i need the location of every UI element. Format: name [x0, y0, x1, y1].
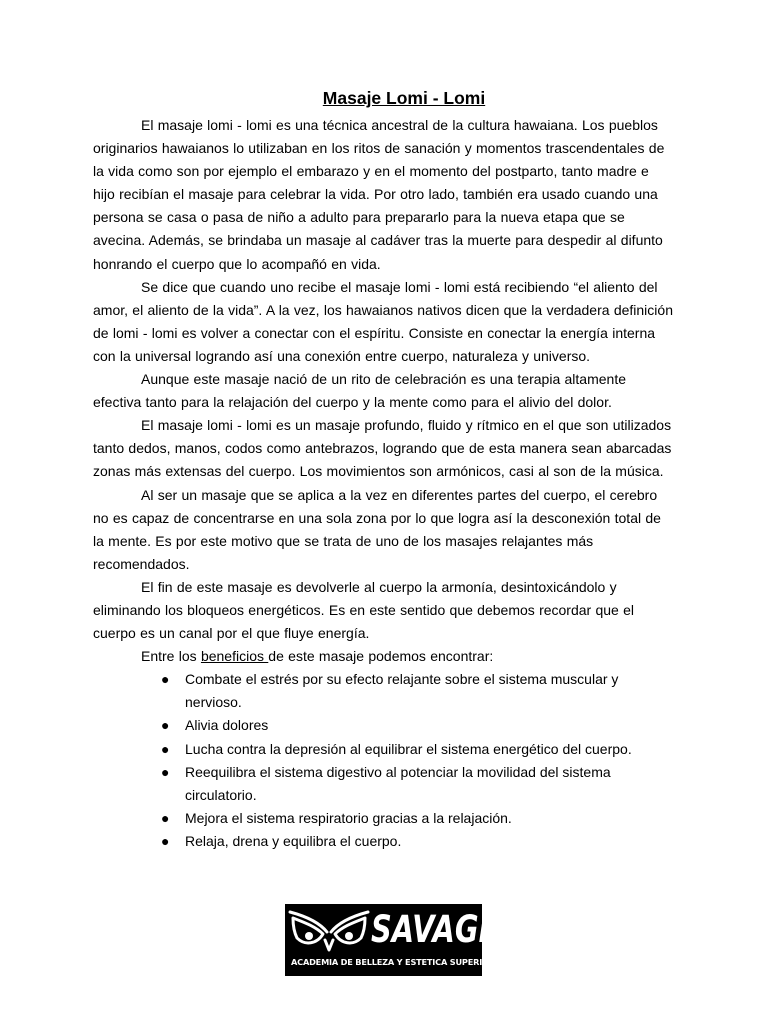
paragraph-5: Al ser un masaje que se aplica a la vez en diferentes partes del cuerpo, el cerebro no es capaz de concentrarse en una sola zona por lo que logra así la desconexión total de la mente. Es por este motivo que se trata de uno de los masajes relajantes más recomendados.	[93, 486, 661, 572]
benefits-intro-after: de este masaje podemos encontrar:	[268, 648, 494, 665]
list-item-text: Alivia dolores	[185, 717, 269, 734]
bullet-icon: ●	[161, 671, 170, 688]
paragraph-1: El masaje lomi - lomi es una técnica ancestral de la cultura hawaiana. Los pueblos originarios hawaianos lo utilizaban en los ritos de sanación y momentos trascendentales de la vida como son por ejemplo el embarazo y en el momento del postparto, tanto madre e hijo recibían el masaje para celebrar la vida. Por otro lado, también era usado cuando una persona se casa o pasa de niño a adulto para prepararlo para la nueva etapa que se avecina. Además, se brindaba un masaje al cadáver tras la muerte para despedir al difunto honrando el cuerpo que lo acompañó en vida.	[93, 117, 665, 272]
document-page	[93, 86, 673, 853]
paragraph-2: Se dice que cuando uno recibe el masaje lomi - lomi está recibiendo “el aliento del amor, el aliento de la vida”. A la vez, los hawaianos nativos dicen que la verdadera definición de lomi - lomi es volver a conectar con el espíritu. Consiste en conectar la energía interna con la universal logrando así una conexión entre cuerpo, naturaleza y universo.	[93, 278, 673, 364]
bullet-icon: ●	[161, 763, 170, 780]
benefits-intro-before: Entre los	[141, 648, 201, 665]
paragraph-3: Aunque este masaje nació de un rito de celebración es una terapia altamente efectiva tanto para la relajación del cuerpo y la mente como para el alivio del dolor.	[93, 371, 627, 411]
logo-tagline: ACADEMIA DE BELLEZA Y ESTETICA SUPERIOR	[291, 957, 495, 967]
list-item	[161, 830, 665, 853]
list-item	[161, 807, 665, 830]
benefits-link[interactable]: beneficios	[200, 648, 269, 665]
list-item-text: Reequilibra el sistema digestivo al potenciar la movilidad del sistema circulatorio.	[185, 763, 611, 803]
document-title: Masaje Lomi - Lomi	[322, 88, 486, 108]
list-item	[161, 668, 665, 714]
list-item-text: Relaja, drena y equilibra el cuerpo.	[185, 832, 402, 849]
benefits-list	[93, 668, 673, 853]
list-item	[161, 738, 665, 761]
list-item	[161, 714, 665, 737]
list-item-text: Lucha contra la depresión al equilibrar el sistema energético del cuerpo.	[185, 740, 632, 757]
bullet-icon: ●	[161, 832, 170, 849]
list-item-text: Mejora el sistema respiratorio gracias a la relajación.	[185, 809, 512, 826]
bullet-icon: ●	[161, 809, 170, 826]
savage-logo	[285, 904, 499, 976]
list-item-text: Combate el estrés por su efecto relajante sobre el sistema muscular y nervioso.	[185, 671, 619, 711]
benefits-intro	[93, 645, 673, 668]
bullet-icon: ●	[161, 740, 170, 757]
paragraph-6: El fin de este masaje es devolverle al cuerpo la armonía, desintoxicándolo y eliminando los bloqueos energéticos. Es en este sentido que debemos recordar que el cuerpo es un canal por el que fluye energía.	[93, 578, 635, 642]
logo-brand-text: SAVAGE	[371, 908, 499, 951]
paragraph-4: El masaje lomi - lomi es un masaje profundo, fluido y rítmico en el que son utilizados tanto dedos, manos, codos como antebrazos, logrando que de esta manera sean abarcadas zonas más extensas del cuerpo. Los movimientos son armónicos, casi al son de la música.	[93, 417, 672, 480]
bullet-icon: ●	[161, 717, 170, 734]
list-item	[161, 761, 665, 807]
